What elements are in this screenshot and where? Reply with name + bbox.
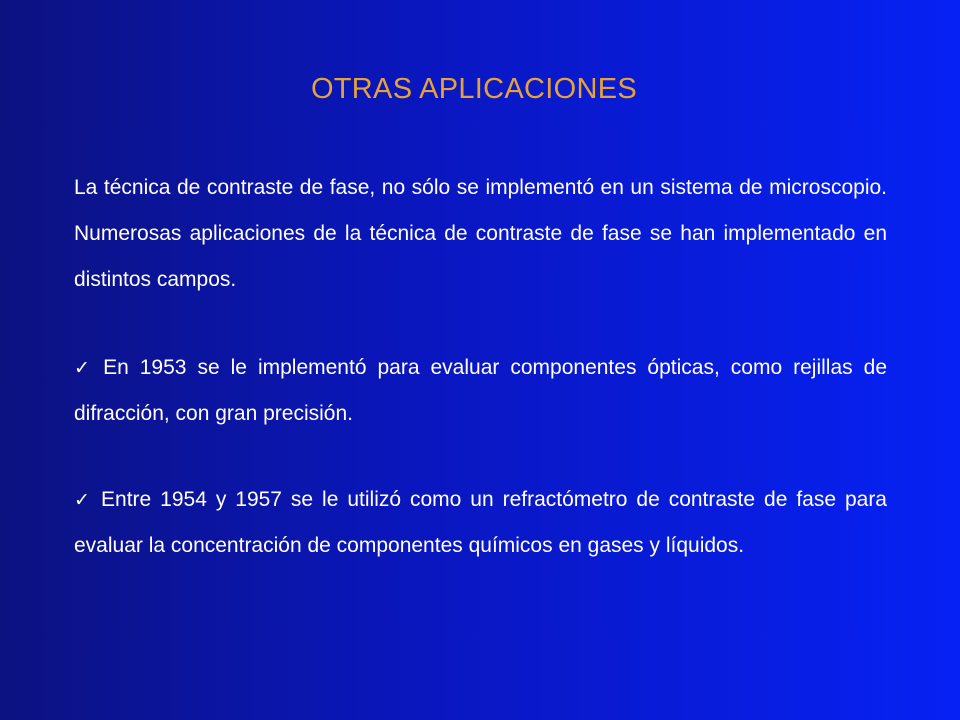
intro-paragraph: La técnica de contraste de fase, no sólo se implementó en un sistema de microscopio. Numerosas aplicaciones de la técnica de contraste de fase se han implementado en distintos campos. [74,176,887,291]
checkmark-icon: ✓ [74,357,96,379]
bullet-item [74,345,887,437]
slide-title [0,70,960,108]
slide-title-text: OTRAS APLICACIONES [310,73,638,105]
bullet-text: Entre 1954 y 1957 se le utilizó como un refractómetro de contraste de fase para evaluar la concentración de componentes químicos en gases y líquidos. [74,488,887,557]
bullet-item [74,477,887,569]
bullet-text: En 1953 se le implementó para evaluar componentes ópticas, como rejillas de difracción, con gran precisión. [74,356,887,425]
checkmark-icon: ✓ [74,489,94,511]
